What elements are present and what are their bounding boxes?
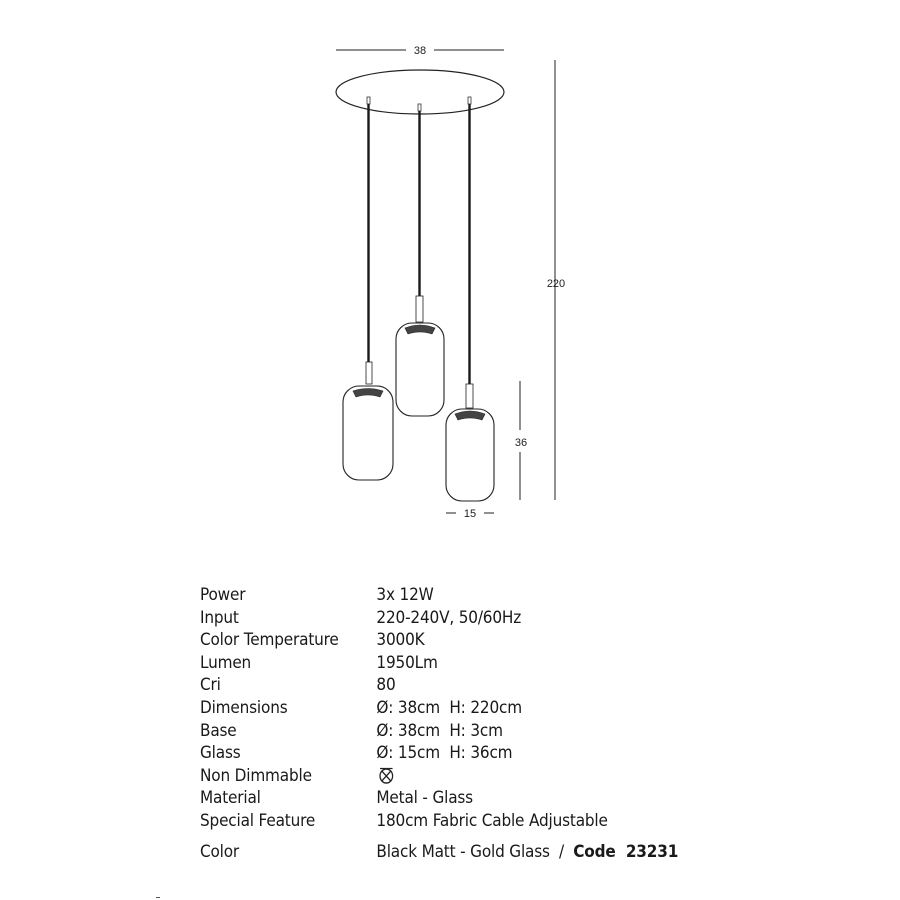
spec-label: Color Temperature [200, 630, 339, 651]
left-pendant [343, 362, 393, 480]
spec-row-color-temperature [200, 629, 704, 652]
spec-row-material [200, 787, 704, 810]
spec-row-glass [200, 742, 704, 765]
footer-mark [156, 897, 160, 898]
spec-value: 80 [376, 675, 396, 696]
color-separator: / [559, 841, 564, 862]
total-height-label: 220 [546, 278, 566, 290]
spec-label: Material [200, 788, 261, 809]
base-diameter-label: 38 [413, 45, 427, 57]
total-height-dimension [547, 60, 565, 500]
spec-label: Dimensions [200, 697, 288, 718]
spec-row-base [200, 720, 704, 743]
glass-height-dimension [515, 381, 527, 500]
spec-label: Power [200, 585, 246, 605]
spec-row-dimensions [200, 697, 704, 720]
spec-row-cri [200, 674, 704, 697]
spec-label: Cri [200, 675, 221, 696]
spec-value: 220-240V, 50/60Hz [376, 607, 522, 628]
spec-row-special-feature [200, 810, 704, 833]
spec-label: Glass [200, 743, 241, 764]
spec-label: Input [200, 607, 239, 628]
spec-label: Color [200, 841, 240, 862]
spec-table [200, 584, 760, 863]
spec-row-non-dimmable [200, 765, 704, 788]
product-code: Code 23231 [573, 841, 679, 862]
right-pendant [446, 384, 494, 501]
spec-value: Metal - Glass [376, 788, 473, 809]
glass-diameter-dimension [446, 508, 494, 520]
non-dimmable-icon [376, 766, 396, 786]
spec-value: Ø: 15cm H: 36cm [376, 743, 513, 764]
spec-row-power [200, 584, 704, 607]
spec-row-lumen [200, 652, 704, 675]
spec-value: 3x 12W [376, 585, 434, 605]
spec-value: Ø: 38cm H: 3cm [376, 720, 503, 741]
ceiling-canopy [336, 70, 504, 114]
glass-height-label: 36 [514, 437, 528, 449]
spec-label: Lumen [200, 652, 252, 673]
spec-label: Special Feature [200, 810, 316, 831]
spec-row-input [200, 607, 704, 630]
color-value: Black Matt - Gold Glass [376, 841, 550, 862]
glass-diameter-label: 15 [463, 508, 477, 520]
spec-value: Ø: 38cm H: 220cm [376, 697, 522, 718]
base-diameter-dimension [336, 45, 504, 57]
spec-value [376, 765, 396, 788]
spec-value [376, 841, 678, 864]
spec-label: Base [200, 720, 237, 741]
spec-label: Non Dimmable [200, 765, 312, 786]
spec-value: 1950Lm [376, 652, 438, 673]
center-pendant [396, 296, 444, 416]
spec-row-color [200, 841, 704, 864]
spec-value: 3000K [376, 630, 425, 651]
spec-value: 180cm Fabric Cable Adjustable [376, 810, 608, 831]
